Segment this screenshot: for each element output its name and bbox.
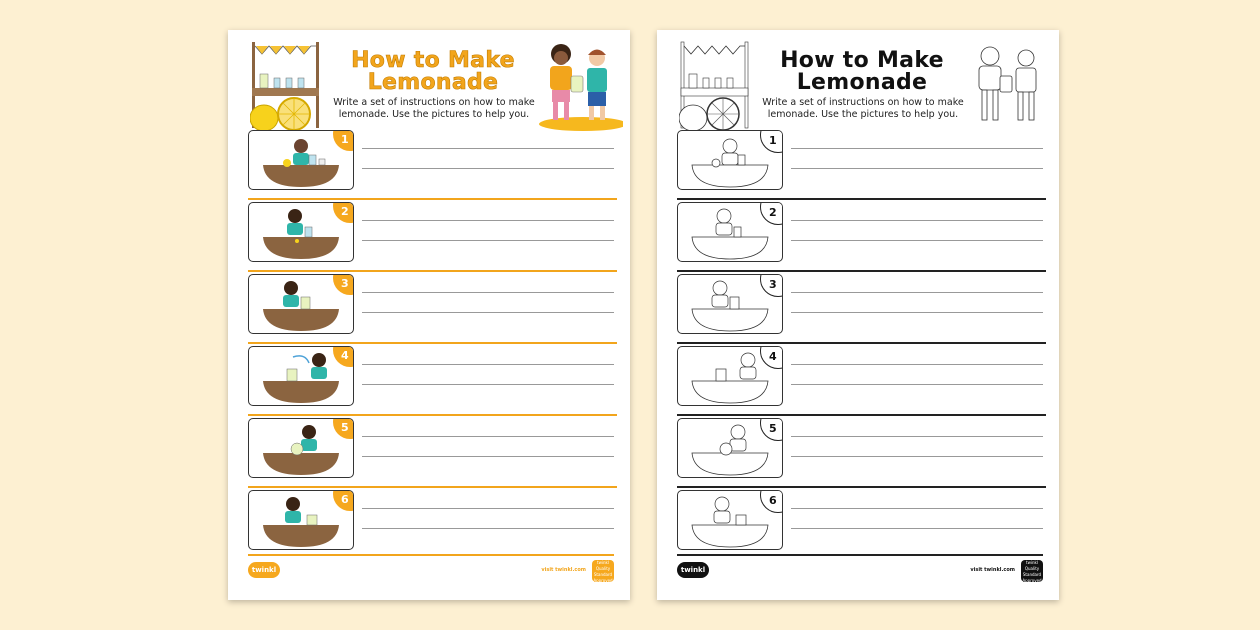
step-picture <box>248 202 354 262</box>
worksheet-title <box>767 50 957 94</box>
step-number-badge: 5 <box>760 418 783 441</box>
worksheet-footer <box>248 554 614 594</box>
step-row <box>248 200 614 272</box>
step-picture <box>248 274 354 334</box>
step-row <box>677 488 1043 560</box>
step-number-badge: 5 <box>333 418 354 439</box>
step-row <box>248 128 614 200</box>
step-number-badge: 1 <box>333 130 354 151</box>
step-picture <box>248 418 354 478</box>
writing-line[interactable] <box>791 436 1043 437</box>
step-row <box>677 128 1043 200</box>
worksheet-title <box>338 50 528 94</box>
worksheet-black-and-white <box>657 30 1059 600</box>
writing-line[interactable] <box>362 312 614 313</box>
twinkl-logo: twinkl <box>677 562 709 578</box>
step-row <box>248 416 614 488</box>
writing-line[interactable] <box>362 436 614 437</box>
steps-list <box>248 128 614 560</box>
writing-line[interactable] <box>362 240 614 241</box>
writing-line[interactable] <box>362 220 614 221</box>
step-row <box>677 272 1043 344</box>
children-illustration <box>962 40 1052 132</box>
quality-badge: twinkl Quality Standard Approved <box>593 560 613 583</box>
step-number-badge: 6 <box>760 490 783 513</box>
footer-url: visit twinkl.com <box>970 567 1015 573</box>
step-picture <box>677 418 783 478</box>
twinkl-logo: twinkl <box>248 562 280 578</box>
step-number-badge: 1 <box>760 130 783 153</box>
writing-line[interactable] <box>791 220 1043 221</box>
step-number-badge: 3 <box>760 274 783 297</box>
step-number-badge: 2 <box>760 202 783 225</box>
quality-badge: twinkl Quality Standard Approved <box>1022 560 1042 583</box>
writing-line[interactable] <box>362 364 614 365</box>
children-illustration <box>533 40 623 132</box>
writing-line[interactable] <box>791 240 1043 241</box>
lemonade-stall-illustration <box>679 40 754 132</box>
title-line-2: Lemonade <box>367 70 499 95</box>
worksheet-instructions: Write a set of instructions on how to make lemonade. Use the pictures to help you. <box>762 97 964 120</box>
writing-line[interactable] <box>791 528 1043 529</box>
writing-line[interactable] <box>362 384 614 385</box>
step-picture <box>677 490 783 550</box>
writing-line[interactable] <box>791 456 1043 457</box>
step-number-badge: 4 <box>333 346 354 367</box>
writing-line[interactable] <box>362 168 614 169</box>
writing-line[interactable] <box>791 148 1043 149</box>
writing-line[interactable] <box>362 508 614 509</box>
step-number-badge: 2 <box>333 202 354 223</box>
steps-list <box>677 128 1043 560</box>
step-number-badge: 4 <box>760 346 783 369</box>
step-number-badge: 3 <box>333 274 354 295</box>
step-number-badge: 6 <box>333 490 354 511</box>
writing-line[interactable] <box>791 364 1043 365</box>
lemonade-stall-illustration <box>250 40 325 132</box>
writing-line[interactable] <box>791 508 1043 509</box>
title-line-1: How to Make <box>351 48 515 73</box>
step-row <box>677 416 1043 488</box>
writing-line[interactable] <box>362 456 614 457</box>
footer-url: visit twinkl.com <box>541 567 586 573</box>
writing-line[interactable] <box>791 292 1043 293</box>
footer-rule <box>677 554 1043 556</box>
step-row <box>677 200 1043 272</box>
step-row <box>248 488 614 560</box>
writing-line[interactable] <box>362 148 614 149</box>
step-picture <box>677 130 783 190</box>
step-row <box>248 272 614 344</box>
title-line-2: Lemonade <box>796 70 928 95</box>
writing-line[interactable] <box>791 168 1043 169</box>
worksheet-instructions: Write a set of instructions on how to make lemonade. Use the pictures to help you. <box>333 97 535 120</box>
worksheet-colour <box>228 30 630 600</box>
title-line-1: How to Make <box>780 48 944 73</box>
writing-line[interactable] <box>791 384 1043 385</box>
step-picture <box>248 130 354 190</box>
step-picture <box>677 202 783 262</box>
step-picture <box>248 346 354 406</box>
worksheet-footer <box>677 554 1043 594</box>
step-picture <box>677 346 783 406</box>
writing-line[interactable] <box>362 292 614 293</box>
writing-line[interactable] <box>791 312 1043 313</box>
step-picture <box>677 274 783 334</box>
step-picture <box>248 490 354 550</box>
writing-line[interactable] <box>362 528 614 529</box>
step-row <box>677 344 1043 416</box>
footer-rule <box>248 554 614 556</box>
step-row <box>248 344 614 416</box>
